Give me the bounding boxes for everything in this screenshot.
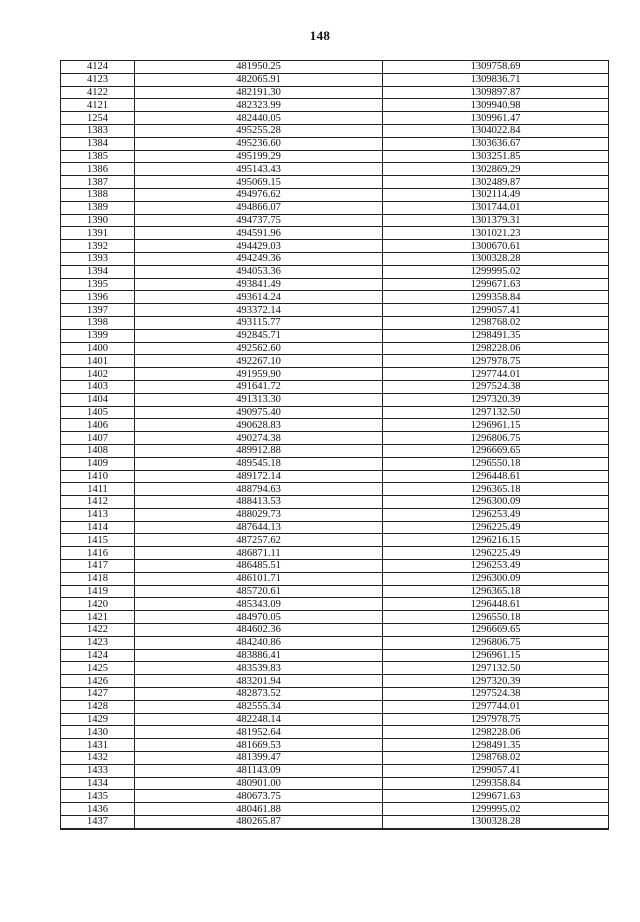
x-coordinate-cell: 491959.90 (135, 368, 383, 381)
x-coordinate-cell: 480265.87 (135, 816, 383, 829)
point-number-cell: 1413 (61, 508, 135, 521)
y-coordinate-cell: 1302869.29 (383, 163, 609, 176)
x-coordinate-cell: 485720.61 (135, 585, 383, 598)
table-row (61, 201, 609, 214)
table-row (61, 483, 609, 496)
x-coordinate-cell: 493372.14 (135, 304, 383, 317)
table-row (61, 278, 609, 291)
table-row (61, 393, 609, 406)
y-coordinate-cell: 1298228.06 (383, 726, 609, 739)
table-row (61, 188, 609, 201)
y-coordinate-cell: 1298228.06 (383, 342, 609, 355)
point-number-cell: 1394 (61, 265, 135, 278)
page-number: 148 (309, 28, 331, 43)
point-number-cell: 1431 (61, 739, 135, 752)
x-coordinate-cell: 493115.77 (135, 316, 383, 329)
point-number-cell: 1432 (61, 752, 135, 765)
x-coordinate-cell: 494976.62 (135, 188, 383, 201)
x-coordinate-cell: 482248.14 (135, 713, 383, 726)
point-number-cell: 1415 (61, 534, 135, 547)
y-coordinate-cell: 1297978.75 (383, 355, 609, 368)
table-row (61, 150, 609, 163)
point-number-cell: 1416 (61, 547, 135, 560)
y-coordinate-cell: 1296300.09 (383, 496, 609, 509)
point-number-cell: 1434 (61, 777, 135, 790)
y-coordinate-cell: 1300670.61 (383, 240, 609, 253)
x-coordinate-cell: 494429.03 (135, 240, 383, 253)
y-coordinate-cell: 1299671.63 (383, 790, 609, 803)
y-coordinate-cell: 1297744.01 (383, 700, 609, 713)
y-coordinate-cell: 1296669.65 (383, 444, 609, 457)
y-coordinate-cell: 1297524.38 (383, 688, 609, 701)
table-row (61, 368, 609, 381)
y-coordinate-cell: 1301744.01 (383, 201, 609, 214)
table-row (61, 163, 609, 176)
point-number-cell: 1395 (61, 278, 135, 291)
y-coordinate-cell: 1297524.38 (383, 380, 609, 393)
y-coordinate-cell: 1296448.61 (383, 598, 609, 611)
y-coordinate-cell: 1296961.15 (383, 419, 609, 432)
x-coordinate-cell: 484970.05 (135, 611, 383, 624)
y-coordinate-cell: 1296365.18 (383, 585, 609, 598)
x-coordinate-cell: 491313.30 (135, 393, 383, 406)
y-coordinate-cell: 1303636.67 (383, 137, 609, 150)
point-number-cell: 1397 (61, 304, 135, 317)
x-coordinate-cell: 482323.99 (135, 99, 383, 112)
point-number-cell: 1412 (61, 496, 135, 509)
x-coordinate-cell: 484240.86 (135, 636, 383, 649)
y-coordinate-cell: 1301021.23 (383, 227, 609, 240)
x-coordinate-cell: 495199.29 (135, 150, 383, 163)
point-number-cell: 1409 (61, 457, 135, 470)
x-coordinate-cell: 485343.09 (135, 598, 383, 611)
point-number-cell: 1402 (61, 368, 135, 381)
point-number-cell: 1428 (61, 700, 135, 713)
table-row (61, 355, 609, 368)
point-number-cell: 1399 (61, 329, 135, 342)
point-number-cell: 1385 (61, 150, 135, 163)
table-row (61, 227, 609, 240)
y-coordinate-cell: 1299995.02 (383, 803, 609, 816)
table-row (61, 406, 609, 419)
table-row (61, 176, 609, 189)
table-row (61, 713, 609, 726)
table-row (61, 547, 609, 560)
table-row (61, 316, 609, 329)
y-coordinate-cell: 1300328.28 (383, 816, 609, 829)
y-coordinate-cell: 1303251.85 (383, 150, 609, 163)
y-coordinate-cell: 1299057.41 (383, 764, 609, 777)
y-coordinate-cell: 1298768.02 (383, 316, 609, 329)
x-coordinate-cell: 481399.47 (135, 752, 383, 765)
table-row (61, 137, 609, 150)
table-row (61, 764, 609, 777)
point-number-cell: 1406 (61, 419, 135, 432)
table-row (61, 380, 609, 393)
x-coordinate-cell: 493614.24 (135, 291, 383, 304)
x-coordinate-cell: 486485.51 (135, 560, 383, 573)
table-row (61, 803, 609, 816)
x-coordinate-cell: 494737.75 (135, 214, 383, 227)
table-row (61, 457, 609, 470)
y-coordinate-cell: 1299358.84 (383, 777, 609, 790)
y-coordinate-cell: 1301379.31 (383, 214, 609, 227)
x-coordinate-cell: 495069.15 (135, 176, 383, 189)
point-number-cell: 1389 (61, 201, 135, 214)
table-row (61, 777, 609, 790)
point-number-cell: 1384 (61, 137, 135, 150)
table-row (61, 444, 609, 457)
y-coordinate-cell: 1302114.49 (383, 188, 609, 201)
point-number-cell: 1433 (61, 764, 135, 777)
table-row (61, 86, 609, 99)
x-coordinate-cell: 493841.49 (135, 278, 383, 291)
table-row (61, 508, 609, 521)
point-number-cell: 1391 (61, 227, 135, 240)
table-row (61, 662, 609, 675)
y-coordinate-cell: 1296253.49 (383, 560, 609, 573)
point-number-cell: 4122 (61, 86, 135, 99)
y-coordinate-cell: 1296448.61 (383, 470, 609, 483)
y-coordinate-cell: 1299995.02 (383, 265, 609, 278)
y-coordinate-cell: 1299057.41 (383, 304, 609, 317)
point-number-cell: 1422 (61, 624, 135, 637)
table-row (61, 342, 609, 355)
point-number-cell: 1386 (61, 163, 135, 176)
table-row (61, 419, 609, 432)
x-coordinate-cell: 481950.25 (135, 61, 383, 74)
point-number-cell: 4121 (61, 99, 135, 112)
table-row (61, 560, 609, 573)
table-row (61, 816, 609, 829)
point-number-cell: 1414 (61, 521, 135, 534)
table-row (61, 675, 609, 688)
point-number-cell: 1420 (61, 598, 135, 611)
y-coordinate-cell: 1309758.69 (383, 61, 609, 74)
y-coordinate-cell: 1297320.39 (383, 393, 609, 406)
y-coordinate-cell: 1296300.09 (383, 572, 609, 585)
x-coordinate-cell: 483886.41 (135, 649, 383, 662)
x-coordinate-cell: 489912.88 (135, 444, 383, 457)
point-number-cell: 1407 (61, 432, 135, 445)
y-coordinate-cell: 1297132.50 (383, 662, 609, 675)
x-coordinate-cell: 494249.36 (135, 252, 383, 265)
table-row (61, 585, 609, 598)
point-number-cell: 1435 (61, 790, 135, 803)
point-number-cell: 1437 (61, 816, 135, 829)
x-coordinate-cell: 481143.09 (135, 764, 383, 777)
table-row (61, 688, 609, 701)
y-coordinate-cell: 1296806.75 (383, 432, 609, 445)
x-coordinate-cell: 482555.34 (135, 700, 383, 713)
point-number-cell: 1396 (61, 291, 135, 304)
y-coordinate-cell: 1296961.15 (383, 649, 609, 662)
x-coordinate-cell: 495236.60 (135, 137, 383, 150)
y-coordinate-cell: 1297744.01 (383, 368, 609, 381)
table-row (61, 73, 609, 86)
point-number-cell: 1403 (61, 380, 135, 393)
table-row (61, 790, 609, 803)
table-row (61, 521, 609, 534)
y-coordinate-cell: 1296365.18 (383, 483, 609, 496)
y-coordinate-cell: 1296550.18 (383, 457, 609, 470)
table-row (61, 598, 609, 611)
y-coordinate-cell: 1298491.35 (383, 739, 609, 752)
point-number-cell: 1427 (61, 688, 135, 701)
table-row (61, 496, 609, 509)
x-coordinate-cell: 480461.88 (135, 803, 383, 816)
y-coordinate-cell: 1309897.87 (383, 86, 609, 99)
x-coordinate-cell: 483201.94 (135, 675, 383, 688)
table-row (61, 252, 609, 265)
x-coordinate-cell: 482191.30 (135, 86, 383, 99)
x-coordinate-cell: 482440.05 (135, 112, 383, 125)
table-row (61, 636, 609, 649)
point-number-cell: 1387 (61, 176, 135, 189)
y-coordinate-cell: 1299671.63 (383, 278, 609, 291)
x-coordinate-cell: 486871.11 (135, 547, 383, 560)
table-row (61, 572, 609, 585)
x-coordinate-cell: 492845.71 (135, 329, 383, 342)
point-number-cell: 1424 (61, 649, 135, 662)
table-row (61, 611, 609, 624)
point-number-cell: 1398 (61, 316, 135, 329)
point-number-cell: 4124 (61, 61, 135, 74)
point-number-cell: 1411 (61, 483, 135, 496)
point-number-cell: 1383 (61, 124, 135, 137)
y-coordinate-cell: 1300328.28 (383, 252, 609, 265)
table-row (61, 726, 609, 739)
table-row (61, 61, 609, 74)
point-number-cell: 1425 (61, 662, 135, 675)
x-coordinate-cell: 480673.75 (135, 790, 383, 803)
table-row (61, 214, 609, 227)
x-coordinate-cell: 492562.60 (135, 342, 383, 355)
y-coordinate-cell: 1297132.50 (383, 406, 609, 419)
point-number-cell: 1405 (61, 406, 135, 419)
point-number-cell: 1423 (61, 636, 135, 649)
x-coordinate-cell: 488029.73 (135, 508, 383, 521)
point-number-cell: 1408 (61, 444, 135, 457)
x-coordinate-cell: 495255.28 (135, 124, 383, 137)
table-row (61, 112, 609, 125)
y-coordinate-cell: 1296550.18 (383, 611, 609, 624)
y-coordinate-cell: 1296806.75 (383, 636, 609, 649)
x-coordinate-cell: 491641.72 (135, 380, 383, 393)
point-number-cell: 1393 (61, 252, 135, 265)
table-row (61, 752, 609, 765)
x-coordinate-cell: 490975.40 (135, 406, 383, 419)
x-coordinate-cell: 487257.62 (135, 534, 383, 547)
point-number-cell: 1388 (61, 188, 135, 201)
table-row (61, 534, 609, 547)
x-coordinate-cell: 492267.10 (135, 355, 383, 368)
point-number-cell: 4123 (61, 73, 135, 86)
x-coordinate-cell: 489545.18 (135, 457, 383, 470)
table-row (61, 304, 609, 317)
y-coordinate-cell: 1297320.39 (383, 675, 609, 688)
coordinates-table (60, 60, 609, 830)
table-row (61, 240, 609, 253)
y-coordinate-cell: 1309836.71 (383, 73, 609, 86)
point-number-cell: 1430 (61, 726, 135, 739)
point-number-cell: 1421 (61, 611, 135, 624)
x-coordinate-cell: 495143.43 (135, 163, 383, 176)
table-row (61, 624, 609, 637)
table-row (61, 649, 609, 662)
table-row (61, 329, 609, 342)
x-coordinate-cell: 483539.83 (135, 662, 383, 675)
y-coordinate-cell: 1298768.02 (383, 752, 609, 765)
x-coordinate-cell: 481669.53 (135, 739, 383, 752)
y-coordinate-cell: 1296253.49 (383, 508, 609, 521)
x-coordinate-cell: 488794.63 (135, 483, 383, 496)
table-row (61, 470, 609, 483)
x-coordinate-cell: 481952.64 (135, 726, 383, 739)
x-coordinate-cell: 484602.36 (135, 624, 383, 637)
x-coordinate-cell: 480901.00 (135, 777, 383, 790)
x-coordinate-cell: 487644.13 (135, 521, 383, 534)
y-coordinate-cell: 1309961.47 (383, 112, 609, 125)
y-coordinate-cell: 1296225.49 (383, 547, 609, 560)
coordinates-table-body (61, 61, 609, 829)
point-number-cell: 1401 (61, 355, 135, 368)
y-coordinate-cell: 1296216.15 (383, 534, 609, 547)
point-number-cell: 1254 (61, 112, 135, 125)
table-row (61, 432, 609, 445)
x-coordinate-cell: 486101.71 (135, 572, 383, 585)
point-number-cell: 1426 (61, 675, 135, 688)
y-coordinate-cell: 1302489.87 (383, 176, 609, 189)
y-coordinate-cell: 1298491.35 (383, 329, 609, 342)
table-row (61, 739, 609, 752)
point-number-cell: 1404 (61, 393, 135, 406)
x-coordinate-cell: 482873.52 (135, 688, 383, 701)
y-coordinate-cell: 1296669.65 (383, 624, 609, 637)
y-coordinate-cell: 1299358.84 (383, 291, 609, 304)
point-number-cell: 1418 (61, 572, 135, 585)
x-coordinate-cell: 494591.96 (135, 227, 383, 240)
y-coordinate-cell: 1304022.84 (383, 124, 609, 137)
x-coordinate-cell: 494866.07 (135, 201, 383, 214)
point-number-cell: 1417 (61, 560, 135, 573)
x-coordinate-cell: 490628.83 (135, 419, 383, 432)
y-coordinate-cell: 1309940.98 (383, 99, 609, 112)
point-number-cell: 1419 (61, 585, 135, 598)
x-coordinate-cell: 482065.91 (135, 73, 383, 86)
y-coordinate-cell: 1296225.49 (383, 521, 609, 534)
point-number-cell: 1392 (61, 240, 135, 253)
table-row (61, 700, 609, 713)
y-coordinate-cell: 1297978.75 (383, 713, 609, 726)
x-coordinate-cell: 489172.14 (135, 470, 383, 483)
point-number-cell: 1436 (61, 803, 135, 816)
x-coordinate-cell: 490274.38 (135, 432, 383, 445)
point-number-cell: 1390 (61, 214, 135, 227)
point-number-cell: 1400 (61, 342, 135, 355)
table-row (61, 99, 609, 112)
point-number-cell: 1410 (61, 470, 135, 483)
point-number-cell: 1429 (61, 713, 135, 726)
x-coordinate-cell: 488413.53 (135, 496, 383, 509)
x-coordinate-cell: 494053.36 (135, 265, 383, 278)
table-row (61, 291, 609, 304)
table-row (61, 265, 609, 278)
table-row (61, 124, 609, 137)
